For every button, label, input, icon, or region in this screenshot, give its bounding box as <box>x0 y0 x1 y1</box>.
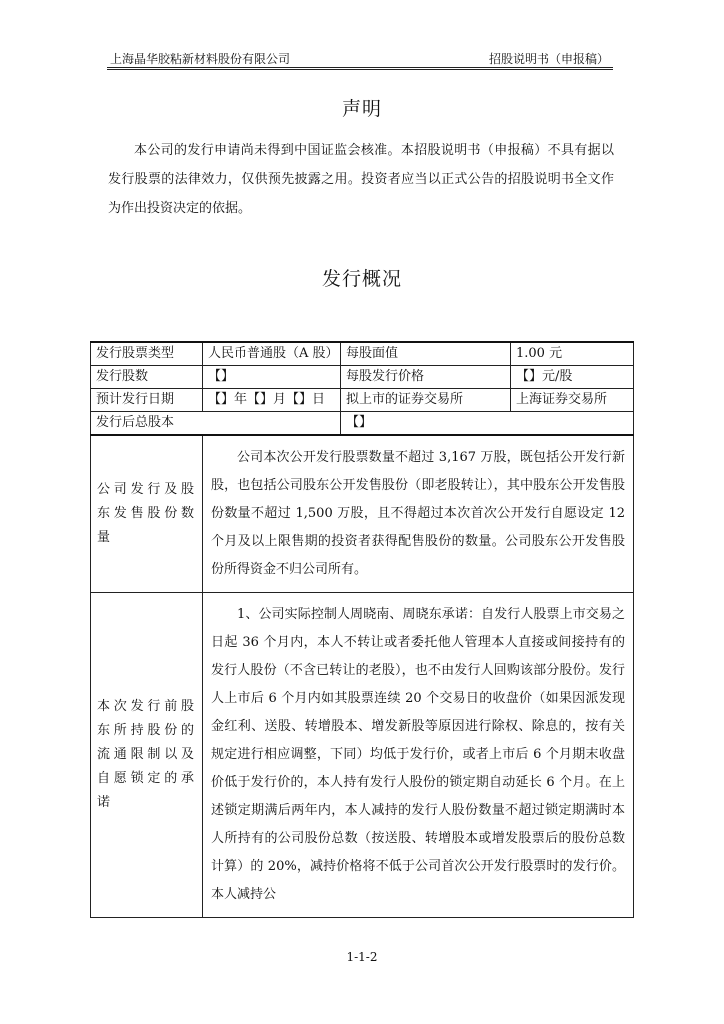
statement-section <box>108 136 614 223</box>
table-cell: 上海证券交易所 <box>511 389 634 412</box>
header-company-name: 上海晶华胶粘新材料股份有限公司 <box>110 52 291 66</box>
table-row <box>91 389 634 412</box>
table-cell: 【】 <box>341 412 634 436</box>
sale-shares-label: 公司发行及股东发售股份数量 <box>91 435 203 593</box>
statement-title: 声明 <box>341 98 382 120</box>
sale-shares-paragraph: 公司本次公开发行股票数量不超过 3,167 万股，既包括公开发行新股，也包括公司股东公开发售股份（即老股转让），其中股东公开发售股份数量不超过 1,500 万股，且不得超过本次首次公开发行自愿设定 12 个月及以上限售期的投资者获得配售股份的数量。公司股东公开发售股份所得资金不归公司所有。 <box>211 450 625 577</box>
page-number: 1-1-2 <box>346 950 378 964</box>
table-row <box>91 435 634 593</box>
table-cell: 1.00 元 <box>511 342 634 366</box>
table-cell: 拟上市的证券交易所 <box>341 389 511 412</box>
table-cell: 发行股数 <box>91 366 203 389</box>
header-rule <box>107 67 613 70</box>
table-cell: 人民币普通股（A 股） <box>203 342 341 366</box>
statement-body: 本公司的发行申请尚未得到中国证监会核准。本招股说明书（申报稿）不具有据以发行股票的法律效力，仅供预先披露之用。投资者应当以正式公告的招股说明书全文作为作出投资决定的依据。 <box>108 143 614 216</box>
lockup-label: 本次发行前股东所持股份的流通限制以及自愿锁定的承诺 <box>91 593 203 918</box>
overview-title: 发行概况 <box>321 268 402 290</box>
header-document-type: 招股说明书（申报稿） <box>488 52 609 66</box>
table-cell: 【】元/股 <box>511 366 634 389</box>
issuance-overview-table <box>90 341 634 918</box>
lockup-text <box>203 593 634 918</box>
table-row <box>91 412 634 436</box>
table-row <box>91 593 634 918</box>
table-cell: 发行股票类型 <box>91 342 203 366</box>
sale-shares-text <box>203 435 634 593</box>
table-row <box>91 342 634 366</box>
table-cell: 预计发行日期 <box>91 389 203 412</box>
table-cell: 【】 <box>203 366 341 389</box>
page-header <box>107 48 613 68</box>
table-cell: 【】年【】月【】日 <box>203 389 341 412</box>
lockup-paragraph: 1、公司实际控制人周晓南、周晓东承诺：自发行人股票上市交易之日起 36 个月内，本人不转让或者委托他人管理本人直接或间接持有的发行人股份（不含已转让的老股），也不由发行人回购该部分股份。发行人上市后 6 个月内如其股票连续 20 个交易日的收盘价（如果因派发现金红利、送股、转增股本、增发新股等原因进行除权、除息的，按有关规定进行相应调整，下同）均低于发行价，或者上市后 6 个月期末收盘价低于发行价的，本人持有发行人股份的锁定期自动延长 6 个月。在上述锁定期满后两年内，本人减持的发行人股份数量不超过锁定期满时本人所持有的公司股份总数（按送股、转增股本或增发股票后的股份总数计算）的 20%，减持价格将不低于公司首次公开发行股票时的发行价。本人减持公 <box>211 607 625 902</box>
table-cell: 每股发行价格 <box>341 366 511 389</box>
table-row <box>91 366 634 389</box>
table-cell: 每股面值 <box>341 342 511 366</box>
table-cell: 发行后总股本 <box>91 412 341 436</box>
